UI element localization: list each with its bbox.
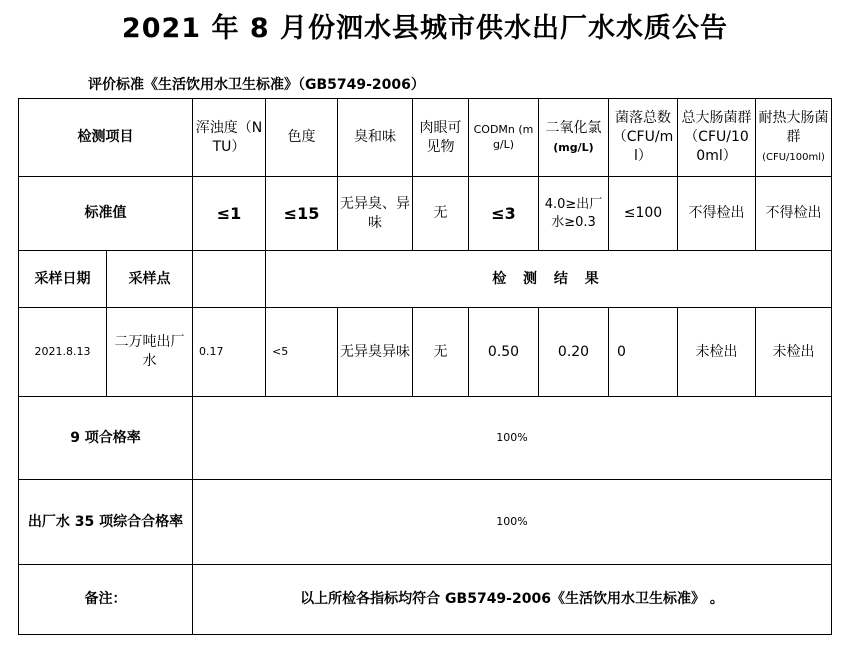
standard-chlorine: 4.0≥出厂水≥0.3	[539, 177, 609, 251]
header-chlorine-label: 二氧化氯	[545, 119, 602, 136]
header-chlorine-unit: (mg/L)	[553, 140, 594, 154]
result-header-row	[19, 251, 832, 308]
sample-point: 二万吨出厂水	[107, 308, 193, 397]
empty-cell	[193, 251, 266, 308]
header-chlorine	[539, 99, 609, 177]
results-header: 检 测 结 果	[266, 251, 832, 308]
pass35-label: 出厂水 35 项综合合格率	[19, 480, 193, 565]
standard-visible: 无	[413, 177, 469, 251]
remarks-label: 备注：	[19, 565, 193, 635]
pass9-label: 9 项合格率	[19, 397, 193, 480]
header-thermo-label: 耐热大肠菌群	[758, 110, 829, 146]
header-color: 色度	[266, 99, 338, 177]
page-title: 2021 年 8 月份泗水县城市供水出厂水水质公告	[121, 13, 729, 44]
header-colony: 菌落总数（CFU/ml）	[609, 99, 678, 177]
result-odor: 无异臭异味	[338, 308, 413, 397]
standard-odor: 无异臭、异味	[338, 177, 413, 251]
standard-colony: ≤100	[609, 177, 678, 251]
remarks-text: 以上所检各指标均符合 GB5749-2006《生活饮用水卫生标准》 。	[193, 565, 832, 635]
evaluation-standard: 评价标准《生活饮用水卫生标准》（GB5749-2006）	[88, 77, 425, 93]
result-cod: 0.50	[469, 308, 539, 397]
result-coliform: 未检出	[678, 308, 756, 397]
standard-row	[19, 177, 832, 251]
header-cod: CODMn (mg/L)	[469, 99, 539, 177]
header-odor: 臭和味	[338, 99, 413, 177]
header-visible: 肉眼可见物	[413, 99, 469, 177]
result-chlorine: 0.20	[539, 308, 609, 397]
result-turbidity: 0.17	[193, 308, 266, 397]
pass9-row	[19, 397, 832, 480]
standard-coliform: 不得检出	[678, 177, 756, 251]
sample-date-header: 采样日期	[19, 251, 107, 308]
header-item: 检测项目	[19, 99, 193, 177]
header-coliform: 总大肠菌群（CFU/100ml）	[678, 99, 756, 177]
header-turbidity: 浑浊度（NTU）	[193, 99, 266, 177]
standard-label: 标准值	[19, 177, 193, 251]
pass35-value: 100%	[193, 480, 832, 565]
sample-date: 2021.8.13	[19, 308, 107, 397]
result-colony: 0	[609, 308, 678, 397]
remarks-row	[19, 565, 832, 635]
result-thermo: 未检出	[756, 308, 832, 397]
pass9-value: 100%	[193, 397, 832, 480]
standard-turbidity: ≤1	[193, 177, 266, 251]
header-row	[19, 99, 832, 177]
pass35-row	[19, 480, 832, 565]
result-color: <5	[266, 308, 338, 397]
standard-cod: ≤3	[469, 177, 539, 251]
header-thermo	[756, 99, 832, 177]
result-row	[19, 308, 832, 397]
standard-thermo: 不得检出	[756, 177, 832, 251]
result-visible: 无	[413, 308, 469, 397]
header-thermo-unit: (CFU/100ml)	[762, 151, 825, 163]
standard-color: ≤15	[266, 177, 338, 251]
sample-point-header: 采样点	[107, 251, 193, 308]
water-quality-table	[18, 98, 832, 635]
